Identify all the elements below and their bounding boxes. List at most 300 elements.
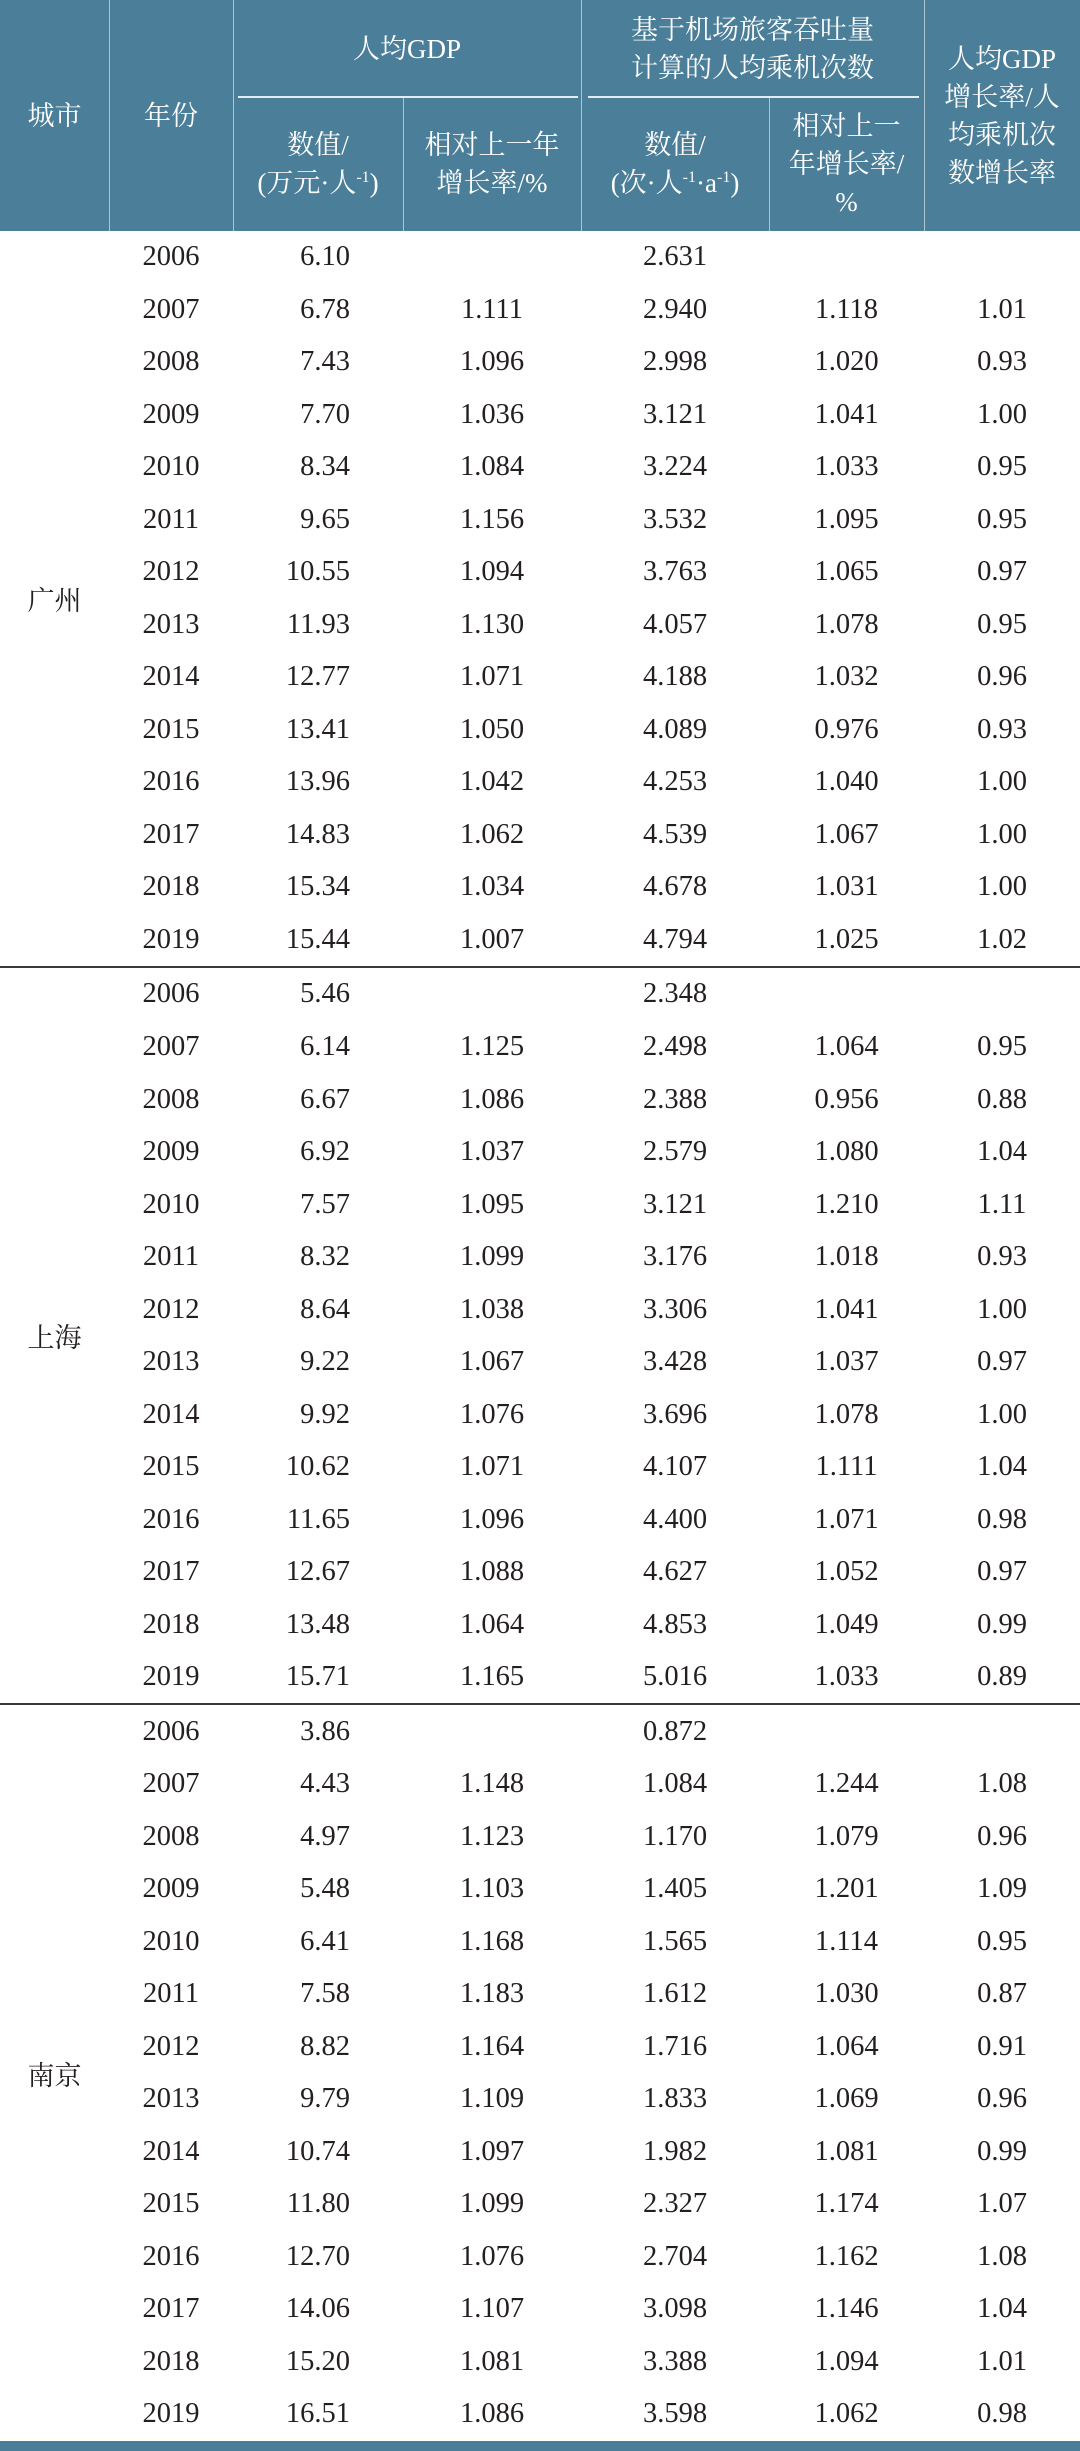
flights-growth-cell: 1.080 [814,1136,879,1168]
flights-per-capita-cell: 4.400 [642,1503,708,1535]
header-gdp-value [233,97,403,231]
flights-per-capita-cell: 4.678 [642,871,708,903]
gdp-growth-cell: 1.071 [459,661,525,693]
year-cell: 2008 [142,1820,200,1852]
gdp-growth-cell: 1.168 [459,1925,525,1957]
flights-per-capita-cell: 3.224 [642,451,708,483]
year-cell: 2006 [142,241,200,273]
gdp-growth-cell: 1.037 [459,1136,525,1168]
gdp-growth-cell: 1.036 [459,398,525,430]
growth-ratio-cell: 1.04 [977,1136,1027,1168]
header-line: 人均GDP [352,33,461,64]
header-year [109,0,233,231]
gdp-per-capita-cell: 12.67 [285,1556,350,1588]
flights-growth-cell: 1.041 [814,398,879,430]
gdp-per-capita-cell: 11.65 [286,1503,350,1535]
growth-ratio-cell: 1.01 [977,2345,1027,2377]
year-cell: 2016 [142,2240,200,2272]
flights-growth-cell: 1.031 [814,871,879,903]
flights-per-capita-cell: 3.121 [642,1188,708,1220]
unit-superscript: -1 [716,169,731,186]
growth-ratio-cell: 1.09 [977,1873,1027,1905]
gdp-growth-cell: 1.050 [459,713,525,745]
header-line: 年份 [144,100,198,131]
gdp-growth-cell: 1.103 [459,1873,525,1905]
flights-per-capita-cell: 0.872 [642,1715,708,1747]
year-cell: 2011 [143,1978,199,2010]
gdp-growth-cell [403,1705,581,1758]
header-flight-growth [769,97,924,231]
flights-per-capita-cell: 2.327 [642,2188,708,2220]
flights-per-capita-cell: 1.716 [642,2030,708,2062]
flights-per-capita-cell: 2.498 [642,1030,708,1062]
header-group-underline [588,96,919,98]
flights-per-capita-cell: 3.388 [642,2345,708,2377]
gdp-growth-cell: 1.038 [459,1293,525,1325]
year-cell: 2017 [142,818,200,850]
gdp-per-capita-cell: 11.80 [286,2188,350,2220]
flights-growth-cell [769,968,924,1021]
gdp-growth-cell: 1.062 [459,818,525,850]
year-cell: 2019 [142,1661,200,1693]
gdp-per-capita-cell: 7.43 [300,346,350,378]
flights-per-capita-cell: 4.627 [642,1556,708,1588]
growth-ratio-cell: 1.07 [977,2188,1027,2220]
gdp-per-capita-cell: 15.44 [285,923,350,955]
gdp-per-capita-cell: 9.92 [300,1398,350,1430]
city-label: 南京 [27,2060,82,2091]
gdp-growth-cell [403,231,581,284]
flights-per-capita-cell: 3.098 [642,2293,708,2325]
flights-per-capita-cell: 5.016 [642,1661,708,1693]
year-cell: 2013 [142,608,200,640]
growth-ratio-cell: 0.95 [977,503,1027,535]
year-cell: 2014 [142,1398,200,1430]
header-line: 计算的人均乘机次数 [631,52,874,83]
header-column-divider [109,0,110,231]
year-cell: 2009 [142,1873,200,1905]
flights-per-capita-cell: 3.428 [642,1346,708,1378]
gdp-per-capita-cell: 13.96 [285,766,350,798]
growth-ratio-cell: 1.04 [977,1451,1027,1483]
header-line: 均乘机次 [948,119,1056,150]
growth-ratio-cell: 0.98 [977,1503,1027,1535]
gdp-growth-cell: 1.067 [459,1346,525,1378]
gdp-per-capita-cell: 6.14 [300,1030,350,1062]
gdp-growth-cell: 1.064 [459,1608,525,1640]
growth-ratio-cell: 0.99 [977,1608,1027,1640]
flights-per-capita-cell: 1.833 [642,2083,708,2115]
gdp-growth-cell: 1.095 [459,1188,525,1220]
flights-per-capita-cell: 3.306 [642,1293,708,1325]
gdp-per-capita-cell: 4.97 [300,1820,350,1852]
flights-per-capita-cell: 2.348 [642,978,708,1010]
flights-growth-cell: 1.114 [814,1925,879,1957]
gdp-per-capita-cell: 8.82 [300,2030,350,2062]
year-cell: 2014 [142,661,200,693]
year-cell: 2012 [142,556,200,588]
flights-growth-cell: 1.162 [814,2240,879,2272]
gdp-growth-cell: 1.156 [459,503,525,535]
gdp-growth-cell: 1.096 [459,346,525,378]
unit-superscript: -1 [356,169,370,186]
growth-ratio-cell: 0.89 [977,1661,1027,1693]
flights-growth-cell: 0.976 [814,713,879,745]
growth-ratio-cell: 0.87 [977,1978,1027,2010]
year-cell: 2015 [142,2188,200,2220]
flights-growth-cell: 1.018 [814,1241,879,1273]
growth-ratio-cell: 0.95 [977,451,1027,483]
growth-ratio-cell: 0.98 [977,2398,1027,2430]
unit-text: ) [730,168,740,198]
growth-ratio-cell: 0.96 [977,2083,1027,2115]
gdp-per-capita-cell: 15.71 [285,1661,350,1693]
flights-per-capita-cell: 1.565 [642,1925,708,1957]
gdp-per-capita-cell: 6.41 [300,1925,350,1957]
flights-growth-cell: 1.064 [814,2030,879,2062]
gdp-per-capita-cell: 6.92 [300,1136,350,1168]
unit-text: (次·人 [610,168,683,198]
header-column-divider [769,97,770,231]
growth-ratio-cell: 0.93 [977,713,1027,745]
growth-ratio-cell: 0.97 [977,556,1027,588]
growth-ratio-cell: 1.00 [977,1293,1027,1325]
growth-ratio-cell: 0.95 [977,1925,1027,1957]
unit-text: ·a [696,168,717,198]
growth-ratio-cell: 1.00 [977,398,1027,430]
gdp-per-capita-cell: 12.77 [285,661,350,693]
year-cell: 2015 [142,1451,200,1483]
flights-growth-cell: 1.037 [814,1346,879,1378]
city-section [0,966,1080,1703]
gdp-per-capita-cell: 7.58 [300,1978,350,2010]
header-gdp-growth [403,97,581,231]
header-unit-line [257,164,378,202]
flights-per-capita-cell: 2.579 [642,1136,708,1168]
flights-growth-cell: 1.094 [814,2345,879,2377]
flights-per-capita-cell: 4.107 [642,1451,708,1483]
growth-ratio-cell: 1.02 [977,923,1027,955]
flights-per-capita-cell: 4.057 [642,608,708,640]
year-cell: 2013 [142,2083,200,2115]
year-cell: 2018 [142,1608,200,1640]
flights-growth-cell: 1.174 [814,2188,879,2220]
gdp-per-capita-cell: 7.57 [300,1188,350,1220]
growth-ratio-cell [924,968,1080,1021]
flights-growth-cell: 1.201 [814,1873,879,1905]
flights-per-capita-cell: 1.612 [642,1978,708,2010]
flights-growth-cell: 0.956 [814,1083,879,1115]
gdp-per-capita-cell: 9.65 [300,503,350,535]
city-section [0,1703,1080,2440]
gdp-growth-cell: 1.084 [459,451,525,483]
header-line: 城市 [27,100,82,131]
year-cell: 2018 [142,871,200,903]
header-gdp-group [233,0,581,97]
growth-ratio-cell: 1.08 [977,2240,1027,2272]
flights-per-capita-cell: 4.539 [642,818,708,850]
gdp-per-capita-cell: 9.79 [300,2083,350,2115]
gdp-growth-cell: 1.086 [459,1083,525,1115]
flights-growth-cell: 1.210 [814,1188,879,1220]
header-line: 数值/ [644,130,706,160]
flights-growth-cell: 1.040 [814,766,879,798]
growth-ratio-cell: 0.95 [977,1030,1027,1062]
header-line: 人均GDP [947,43,1056,74]
flights-per-capita-cell: 4.188 [642,661,708,693]
growth-ratio-cell: 0.93 [977,346,1027,378]
gdp-growth-cell: 1.076 [459,2240,525,2272]
gdp-per-capita-cell: 15.20 [285,2345,350,2377]
gdp-growth-cell: 1.034 [459,871,525,903]
flights-growth-cell: 1.030 [814,1978,879,2010]
flights-per-capita-cell: 1.084 [642,1768,708,1800]
flights-per-capita-cell: 1.982 [642,2135,708,2167]
flights-growth-cell: 1.069 [814,2083,879,2115]
year-cell: 2010 [142,1188,200,1220]
header-line: 增长率/人 [944,81,1060,112]
growth-ratio-cell: 1.00 [977,766,1027,798]
flights-per-capita-cell: 4.853 [642,1608,708,1640]
year-cell: 2016 [142,766,200,798]
growth-ratio-cell: 1.00 [977,871,1027,903]
flights-growth-cell: 1.078 [814,1398,879,1430]
flights-per-capita-cell: 2.631 [642,241,708,273]
gdp-growth-cell: 1.088 [459,1556,525,1588]
growth-ratio-cell: 0.97 [977,1346,1027,1378]
flights-per-capita-cell: 4.089 [642,713,708,745]
gdp-per-capita-cell: 6.10 [300,241,350,273]
flights-growth-cell: 1.041 [814,1293,879,1325]
gdp-per-capita-cell: 13.41 [285,713,350,745]
gdp-per-capita-cell: 11.93 [286,608,350,640]
city-label: 广州 [27,586,82,617]
year-cell: 2011 [143,503,199,535]
flights-growth-cell: 1.049 [814,1608,879,1640]
flights-per-capita-cell: 3.121 [642,398,708,430]
gdp-per-capita-cell: 8.32 [300,1241,350,1273]
unit-superscript: -1 [682,169,696,186]
flights-growth-cell: 1.064 [814,1030,879,1062]
growth-ratio-cell [924,1705,1080,1758]
header-column-divider [403,97,404,231]
city-label: 上海 [27,1323,82,1354]
year-cell: 2016 [142,1503,200,1535]
gdp-per-capita-cell: 12.70 [285,2240,350,2272]
year-cell: 2015 [142,713,200,745]
gdp-growth-cell [403,968,581,1021]
year-cell: 2011 [143,1241,199,1273]
gdp-growth-cell: 1.164 [459,2030,525,2062]
gdp-growth-cell: 1.071 [459,1451,525,1483]
header-line: 数值/ [287,130,349,160]
header-line: 年增长率/ [788,149,905,179]
gdp-growth-cell: 1.130 [459,608,525,640]
flights-per-capita-cell: 4.253 [642,766,708,798]
growth-ratio-cell: 0.96 [977,1820,1027,1852]
gdp-growth-cell: 1.081 [459,2345,525,2377]
gdp-growth-cell: 1.148 [459,1768,525,1800]
flights-growth-cell: 1.081 [814,2135,879,2167]
year-cell: 2007 [142,293,200,325]
flights-growth-cell: 1.052 [814,1556,879,1588]
gdp-per-capita-cell: 15.34 [285,871,350,903]
flights-growth-cell: 1.033 [814,451,879,483]
gdp-per-capita-cell: 14.06 [285,2293,350,2325]
flights-growth-cell: 1.078 [814,608,879,640]
header-city [0,0,109,231]
growth-ratio-cell: 0.95 [977,608,1027,640]
growth-ratio-cell: 0.96 [977,661,1027,693]
flights-per-capita-cell: 2.998 [642,346,708,378]
gdp-per-capita-cell: 5.46 [300,978,350,1010]
gdp-growth-cell: 1.042 [459,766,525,798]
flights-growth-cell: 1.118 [814,293,879,325]
year-cell: 2013 [142,1346,200,1378]
flights-growth-cell: 1.146 [814,2293,879,2325]
gdp-per-capita-cell: 16.51 [285,2398,350,2430]
header-unit-line [611,164,740,202]
year-cell: 2019 [142,923,200,955]
growth-ratio-cell: 1.00 [977,818,1027,850]
gdp-growth-cell: 1.109 [459,2083,525,2115]
gdp-growth-cell: 1.183 [459,1978,525,2010]
growth-ratio-cell: 1.11 [977,1188,1027,1220]
header-column-divider [924,0,925,231]
growth-ratio-cell: 0.91 [977,2030,1027,2062]
growth-ratio-cell: 0.99 [977,2135,1027,2167]
flights-growth-cell: 1.020 [814,346,879,378]
flights-per-capita-cell: 1.170 [642,1820,708,1852]
gdp-growth-cell: 1.099 [459,1241,525,1273]
flights-growth-cell: 1.025 [814,923,879,955]
year-cell: 2008 [142,1083,200,1115]
flights-growth-cell: 1.032 [814,661,879,693]
flights-growth-cell: 1.071 [814,1503,879,1535]
gdp-per-capita-cell: 13.48 [285,1608,350,1640]
flights-growth-cell: 1.079 [814,1820,879,1852]
year-cell: 2019 [142,2398,200,2430]
year-cell: 2006 [142,1715,200,1747]
header-line: 数增长率 [948,157,1056,188]
flights-per-capita-cell: 4.794 [642,923,708,955]
flights-per-capita-cell: 2.940 [642,293,708,325]
flights-growth-cell: 1.065 [814,556,879,588]
gdp-per-capita-cell: 9.22 [300,1346,350,1378]
unit-text: ) [369,168,379,198]
table-body [0,231,1080,2441]
gdp-per-capita-cell: 4.43 [300,1768,350,1800]
gdp-growth-cell: 1.086 [459,2398,525,2430]
gdp-growth-cell: 1.111 [460,293,523,325]
flights-growth-cell: 1.244 [814,1768,879,1800]
gdp-per-capita-cell: 10.62 [285,1451,350,1483]
flights-per-capita-cell: 3.532 [642,503,708,535]
flights-per-capita-cell: 3.696 [642,1398,708,1430]
year-cell: 2014 [142,2135,200,2167]
year-cell: 2018 [142,2345,200,2377]
growth-ratio-cell: 0.88 [977,1083,1027,1115]
growth-ratio-cell: 1.08 [977,1768,1027,1800]
gdp-growth-cell: 1.099 [459,2188,525,2220]
gdp-growth-cell: 1.107 [459,2293,525,2325]
header-line: 增长率/% [436,168,548,198]
year-cell: 2010 [142,1925,200,1957]
flights-growth-cell: 1.111 [815,1451,878,1483]
gdp-per-capita-cell: 8.34 [300,451,350,483]
gdp-per-capita-cell: 5.48 [300,1873,350,1905]
flights-growth-cell [769,231,924,284]
header-column-divider [581,0,582,231]
growth-ratio-cell: 1.04 [977,2293,1027,2325]
gdp-growth-cell: 1.097 [459,2135,525,2167]
growth-ratio-cell: 0.93 [977,1241,1027,1273]
header-group-underline [238,96,578,98]
flights-growth-cell: 1.095 [814,503,879,535]
growth-ratio-cell: 0.97 [977,1556,1027,1588]
year-cell: 2012 [142,1293,200,1325]
gdp-per-capita-cell: 8.64 [300,1293,350,1325]
gdp-per-capita-cell: 6.78 [300,293,350,325]
year-cell: 2009 [142,398,200,430]
gdp-growth-cell: 1.007 [459,923,525,955]
year-cell: 2012 [142,2030,200,2062]
flights-growth-cell: 1.067 [814,818,879,850]
header-line: 相对上一年 [424,130,560,160]
flights-growth-cell [769,1705,924,1758]
gdp-per-capita-cell: 3.86 [300,1715,350,1747]
flights-per-capita-cell: 2.704 [642,2240,708,2272]
flights-per-capita-cell: 2.388 [642,1083,708,1115]
gdp-growth-cell: 1.123 [459,1820,525,1852]
gdp-growth-cell: 1.096 [459,1503,525,1535]
flights-per-capita-cell: 1.405 [642,1873,708,1905]
header-growth-ratio [924,0,1080,231]
gdp-growth-cell: 1.094 [459,556,525,588]
city-section [0,231,1080,966]
gdp-per-capita-cell: 10.74 [285,2135,350,2167]
gdp-per-capita-cell: 10.55 [285,556,350,588]
table-bottom-rule [0,2441,1080,2451]
header-line: % [835,187,858,217]
unit-text: (万元·人 [257,168,357,198]
flights-growth-cell: 1.062 [814,2398,879,2430]
year-cell: 2009 [142,1136,200,1168]
year-cell: 2010 [142,451,200,483]
header-column-divider [233,0,234,231]
growth-ratio-cell: 1.00 [977,1398,1027,1430]
year-cell: 2006 [142,978,200,1010]
gdp-per-capita-cell: 14.83 [285,818,350,850]
flights-growth-cell: 1.033 [814,1661,879,1693]
year-cell: 2017 [142,2293,200,2325]
year-cell: 2017 [142,1556,200,1588]
growth-ratio-cell: 1.01 [977,293,1027,325]
gdp-per-capita-cell: 6.67 [300,1083,350,1115]
gdp-growth-cell: 1.076 [459,1398,525,1430]
header-flight-group [581,0,924,97]
gdp-per-capita-cell: 7.70 [300,398,350,430]
year-cell: 2007 [142,1768,200,1800]
flights-per-capita-cell: 3.763 [642,556,708,588]
gdp-growth-cell: 1.165 [459,1661,525,1693]
header-line: 基于机场旅客吞吐量 [631,14,874,45]
header-line: 相对上一 [792,111,901,141]
growth-ratio-cell [924,231,1080,284]
year-cell: 2008 [142,346,200,378]
flights-per-capita-cell: 3.598 [642,2398,708,2430]
flights-per-capita-cell: 3.176 [642,1241,708,1273]
